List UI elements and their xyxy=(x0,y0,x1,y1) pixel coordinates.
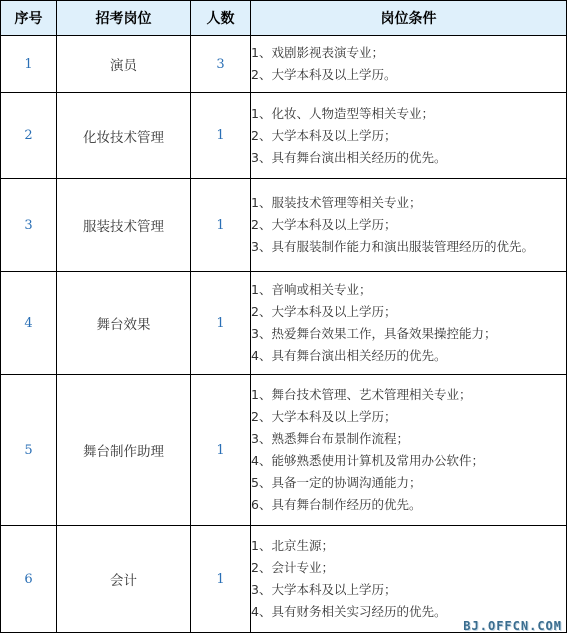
header-position: 招考岗位 xyxy=(57,1,191,36)
row-count: 1 xyxy=(191,179,251,272)
condition-line: 4、具有财务相关实习经历的优先。 xyxy=(251,604,447,619)
header-number: 序号 xyxy=(1,1,57,36)
row-conditions xyxy=(251,93,567,179)
row-number: 5 xyxy=(1,375,57,526)
condition-line: 1、音响或相关专业； xyxy=(251,282,372,297)
table-row xyxy=(1,526,567,633)
row-position: 服装技术管理 xyxy=(57,179,191,272)
row-count: 3 xyxy=(191,36,251,93)
row-number: 2 xyxy=(1,93,57,179)
condition-line: 4、具有舞台演出相关经历的优先。 xyxy=(251,348,447,363)
row-conditions xyxy=(251,179,567,272)
row-conditions xyxy=(251,375,567,526)
condition-line: 1、服装技术管理等相关专业； xyxy=(251,195,422,210)
row-conditions xyxy=(251,526,567,633)
row-count: 1 xyxy=(191,93,251,179)
condition-line: 1、化妆、人物造型等相关专业； xyxy=(251,105,434,121)
row-position: 舞台制作助理 xyxy=(57,375,191,526)
condition-line: 3、具有服装制作能力和演出服装管理经历的优先。 xyxy=(251,239,534,254)
header-row xyxy=(1,1,567,36)
condition-line: 1、北京生源； xyxy=(251,538,334,553)
watermark: BJ.OFFCN.COM xyxy=(463,619,562,633)
condition-line: 2、大学本科及以上学历； xyxy=(251,127,397,143)
header-conditions: 岗位条件 xyxy=(251,1,567,36)
row-position: 化妆技术管理 xyxy=(57,93,191,179)
table-row xyxy=(1,93,567,179)
condition-line: 5、具备一定的协调沟通能力； xyxy=(251,475,422,490)
row-number: 4 xyxy=(1,272,57,375)
table-row xyxy=(1,36,567,93)
condition-line: 3、热爱舞台效果工作，具备效果操控能力； xyxy=(251,326,497,341)
header-count: 人数 xyxy=(191,1,251,36)
row-count: 1 xyxy=(191,272,251,375)
condition-line: 3、大学本科及以上学历； xyxy=(251,582,397,597)
condition-line: 6、具有舞台制作经历的优先。 xyxy=(251,497,422,512)
table-row xyxy=(1,272,567,375)
condition-line: 4、能够熟悉使用计算机及常用办公软件； xyxy=(251,453,484,468)
condition-line: 1、戏剧影视表演专业； xyxy=(251,45,384,60)
condition-line: 2、大学本科及以上学历； xyxy=(251,304,397,319)
condition-line: 2、会计专业； xyxy=(251,560,334,575)
row-number: 1 xyxy=(1,36,57,93)
row-count: 1 xyxy=(191,375,251,526)
table-row xyxy=(1,375,567,526)
condition-line: 2、大学本科及以上学历。 xyxy=(251,67,397,82)
row-number: 3 xyxy=(1,179,57,272)
row-count: 1 xyxy=(191,526,251,633)
row-position: 会计 xyxy=(57,526,191,633)
condition-line: 3、熟悉舞台布景制作流程； xyxy=(251,431,409,446)
row-position: 演员 xyxy=(57,36,191,93)
condition-line: 2、大学本科及以上学历； xyxy=(251,409,397,424)
table-row xyxy=(1,179,567,272)
condition-line: 2、大学本科及以上学历； xyxy=(251,217,397,232)
row-conditions xyxy=(251,36,567,93)
row-position: 舞台效果 xyxy=(57,272,191,375)
condition-line: 3、具有舞台演出相关经历的优先。 xyxy=(251,149,447,165)
condition-line: 1、舞台技术管理、艺术管理相关专业； xyxy=(251,387,472,402)
row-number: 6 xyxy=(1,526,57,633)
row-conditions xyxy=(251,272,567,375)
